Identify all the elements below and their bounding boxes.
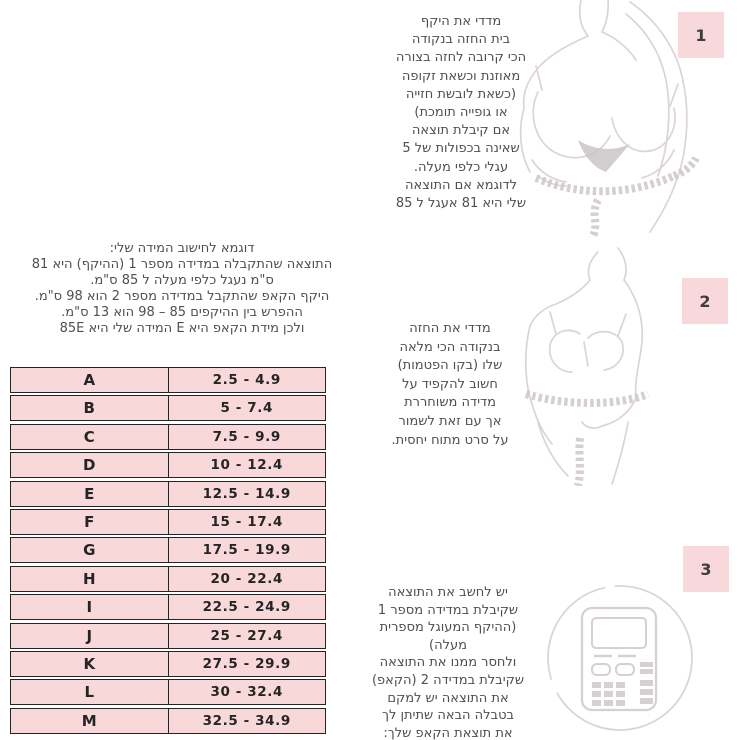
cup-letter-cell: J [11, 624, 169, 648]
text-line: שלי היא 81 אעגל ל 85 [395, 196, 527, 212]
cup-letter-cell: I [11, 595, 169, 619]
table-row [10, 452, 326, 478]
text-line: אך עם זאת לשמור [398, 413, 502, 429]
text-line: ולחסר ממנו את התוצאה [379, 655, 517, 671]
step-2-number-badge: 2 [682, 278, 728, 324]
text-line: עגלי כלפי מעלה. [413, 159, 509, 175]
cup-letter-cell: G [11, 538, 169, 562]
text-line: ס"מ נעגל כלפי מעלה ל 85 ס"מ. [90, 272, 274, 288]
text-line: שלו (בקו הפטמות) [397, 358, 503, 374]
table-row [10, 424, 326, 450]
table-row [10, 566, 326, 592]
step-1-number-badge: 1 [678, 12, 724, 58]
table-row [10, 594, 326, 620]
cup-range-cell: 15 - 17.4 [210, 513, 283, 530]
cup-size-table [10, 367, 326, 734]
step-3-number-badge: 3 [683, 546, 729, 592]
cup-range-cell: 12.5 - 14.9 [202, 485, 291, 502]
text-line: אם קיבלת תוצאה [411, 123, 511, 139]
cup-letter-cell: A [11, 368, 169, 392]
text-line: ולכן מידת הקאפ היא E המידה שלי היא 85E [59, 320, 305, 336]
text-line: מאוזנת וכשאת זקופה [401, 68, 521, 84]
cup-letter-cell: H [11, 567, 169, 591]
table-row [10, 679, 326, 705]
text-line: הכי קרובה לחזה בצורה [395, 50, 527, 66]
text-line: מדדי את היקף [420, 14, 502, 29]
cup-letter-cell: B [11, 396, 169, 420]
tape-around-bust-illustration [524, 246, 672, 486]
text-line: לדוגמא אם התוצאה [405, 177, 517, 193]
table-row [10, 708, 326, 734]
text-line: יש לחשב את התוצאה [388, 585, 508, 600]
text-line: בית החזה בנקודה [411, 32, 511, 48]
text-line: בטבלה הבאה שתיתן לך [381, 708, 515, 724]
text-line: שקיבלת במדידה 2 (הקאפ) [371, 672, 525, 688]
text-line: בנקודה הכי מלאה [399, 339, 501, 355]
table-row [10, 651, 326, 677]
cup-range-cell: 22.5 - 24.9 [202, 599, 291, 616]
table-row [10, 481, 326, 507]
text-line: התוצאה שהתקבלה במדידה מספר 1 (ההיקף) היא 81 [31, 256, 333, 272]
text-line: היקף הקאפ שהתקבל במדידה מספר 2 הוא 98 ס"מ. [34, 288, 330, 304]
calculation-example [14, 241, 350, 336]
table-row [10, 509, 326, 535]
text-line: (כשאת לובשת חזייה [405, 86, 517, 102]
cup-letter-cell: F [11, 510, 169, 534]
calculator-illustration [540, 574, 706, 740]
cup-letter-cell: M [11, 709, 169, 733]
cup-letter-cell: K [11, 652, 169, 676]
text-line: (ההיקף המעוגל מספרית מעלה) [379, 620, 517, 653]
cup-range-cell: 32.5 - 34.9 [202, 712, 291, 729]
cup-range-cell: 5 - 7.4 [220, 400, 273, 417]
text-line: ההפרש בין ההיקפים 85 – 98 הוא 13 ס"מ. [61, 304, 303, 320]
text-line: את התוצאה יש למקם [387, 690, 509, 706]
text-line: שאינה בכפולות של 5 [402, 141, 520, 157]
text-line: על סרט מתוח יחסית. [391, 432, 509, 448]
step-1-instructions [386, 13, 536, 213]
cup-range-cell: 10 - 12.4 [210, 457, 283, 474]
cup-letter-cell: E [11, 482, 169, 506]
cup-letter-cell: D [11, 453, 169, 477]
cup-range-cell: 30 - 32.4 [210, 684, 283, 701]
text-line: את תוצאת הקאפ שלך: [383, 725, 513, 740]
text-line: חשוב להקפיד על [402, 376, 498, 392]
cup-letter-cell: C [11, 425, 169, 449]
cup-range-cell: 20 - 22.4 [210, 570, 283, 587]
table-row [10, 623, 326, 649]
step-2-instructions [374, 320, 526, 450]
step-3-instructions [362, 584, 534, 740]
cup-letter-cell: L [11, 680, 169, 704]
text-line: מדדי את החזה [409, 321, 491, 336]
table-row [10, 395, 326, 421]
table-row [10, 537, 326, 563]
table-row [10, 367, 326, 393]
cup-range-cell: 2.5 - 4.9 [212, 372, 281, 388]
cup-range-cell: 27.5 - 29.9 [202, 655, 291, 672]
cup-range-cell: 25 - 27.4 [210, 627, 283, 644]
example-title: דוגמא לחישוב המידה שלי: [109, 241, 255, 256]
text-line: שקיבלת במדידה מספר 1 [377, 602, 519, 618]
cup-range-cell: 17.5 - 19.9 [202, 542, 291, 559]
text-line: או גופייה תומכת) [414, 105, 508, 121]
text-line: מדידה משוחררת [404, 395, 496, 411]
cup-range-cell: 7.5 - 9.9 [212, 428, 281, 445]
